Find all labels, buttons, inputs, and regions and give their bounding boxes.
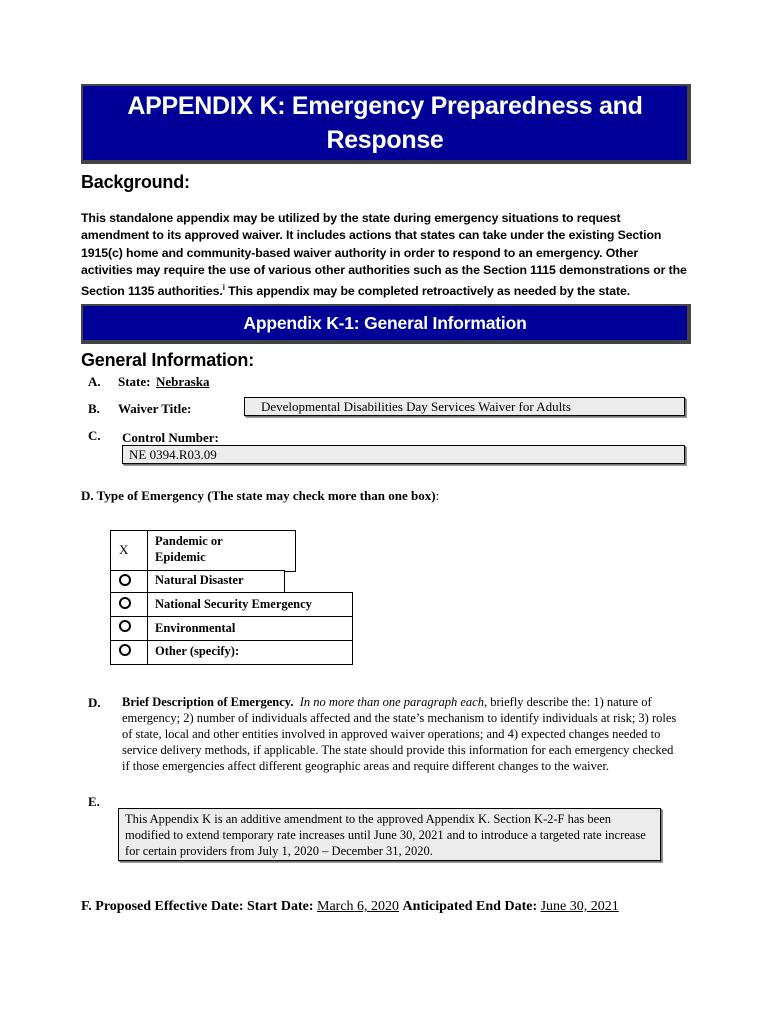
appendix-title-banner <box>81 84 691 164</box>
radio-icon <box>119 644 131 656</box>
brief-description-letter: D. <box>88 695 101 710</box>
control-number-label: Control Number: <box>122 430 219 445</box>
checked-mark: X <box>119 542 129 557</box>
emergency-type-heading: D. Type of Emergency (The state may check more than one box): <box>81 488 440 503</box>
section-e-textbox[interactable]: This Appendix K is an additive amendment to the approved Appendix K. Section K-2-F has been modified to extend temporary rate increases until June 30, 2021 and to introduce a targeted rate increase for certain providers from July 1, 2020 – December 31, 2020. <box>118 808 661 861</box>
section-k1-banner: Appendix K-1: General Information <box>81 304 691 344</box>
control-number-letter: C. <box>88 428 101 443</box>
waiver-title-letter: B. <box>88 401 100 416</box>
emergency-option-environmental-checkbox[interactable] <box>110 616 149 642</box>
effective-date-line: F. Proposed Effective Date: Start Date: March 6, 2020 Anticipated End Date: June 30, 2021 <box>81 899 619 914</box>
brief-description-paragraph: Brief Description of Emergency. In no more than one paragraph each, briefly describe the: 1) nature of emergency; 2) number of individuals affected and the state’s mechanism to identify individuals at risk; 3) roles of state, local and other entities involved in approved waiver operations; and 4) expected changes needed to service delivery methods, if applicable. The state should provide this information for each emergency checked if those emergencies affect different geographic areas and require different changes to the waiver. <box>122 695 677 773</box>
emergency-option-national-security-checkbox[interactable] <box>110 592 149 618</box>
end-date-value: June 30, 2021 <box>540 899 619 914</box>
state-letter: A. <box>88 374 101 389</box>
state-label: State: <box>118 374 151 389</box>
control-number-field[interactable]: NE 0394.R03.09 <box>122 445 685 464</box>
general-info-heading: General Information: <box>81 350 255 370</box>
emergency-option-other-checkbox[interactable] <box>110 640 149 665</box>
state-value: Nebraska <box>156 374 210 389</box>
background-heading: Background: <box>81 172 190 192</box>
emergency-option-other-label: Other (specify): <box>147 640 353 665</box>
emergency-option-national-security-label: National Security Emergency <box>147 592 353 618</box>
emergency-option-pandemic-label: Pandemic or Epidemic <box>147 530 296 572</box>
emergency-option-pandemic-checkbox[interactable] <box>110 530 149 572</box>
emergency-option-natural-disaster-checkbox[interactable] <box>110 570 149 594</box>
emergency-option-natural-disaster-label: Natural Disaster <box>147 570 285 594</box>
radio-icon <box>119 597 131 609</box>
footnote-mark: i <box>222 283 225 293</box>
background-paragraph <box>81 210 691 301</box>
appendix-title-line1: APPENDIX K: Emergency Preparedness and <box>127 92 643 120</box>
radio-icon <box>119 620 131 632</box>
appendix-title-line2: Response <box>326 126 444 154</box>
background-text-end: This appendix may be completed retroactively as needed by the state. <box>224 284 631 299</box>
waiver-title-label: Waiver Title: <box>118 401 192 416</box>
radio-icon <box>119 574 131 586</box>
background-text: This standalone appendix may be utilized by the state during emergency situations to request amendment to its approved waiver. It includes actions that states can take under the existing Section 1915(c) home and community-based waiver authority in order to respond to an emergency. Other activities may require the use of various other authorities such as the Section 1115 demonstrations or the Section 1135 authorities. <box>81 211 687 299</box>
emergency-option-environmental-label: Environmental <box>147 616 353 642</box>
section-e-letter: E. <box>88 794 100 809</box>
start-date-value: March 6, 2020 <box>317 899 400 914</box>
waiver-title-field[interactable]: Developmental Disabilities Day Services Waiver for Adults <box>244 397 685 416</box>
